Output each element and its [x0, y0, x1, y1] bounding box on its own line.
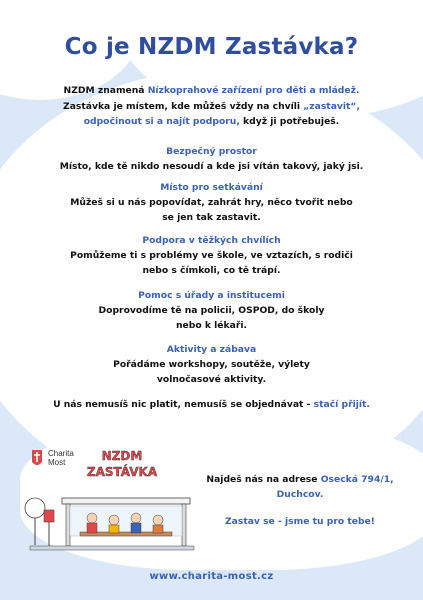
section-meeting-place: [30, 180, 393, 225]
section-institutions: [30, 288, 393, 333]
section-support: [30, 233, 393, 278]
page-title: Co je NZDM Zastávka?: [64, 34, 359, 60]
section-activities: [30, 342, 393, 387]
section-title: Místo pro setkávání: [160, 182, 263, 193]
address-text: Najdeš nás na adrese: [206, 474, 321, 485]
section-text: Pomůžeme ti s problémy ve škole, ve vztazích, s rodiči: [70, 250, 353, 261]
section-title: Bezpečný prostor: [166, 146, 257, 157]
address-city: Duchcov.: [276, 489, 324, 500]
charita-logo: [30, 448, 74, 468]
section-text: nebo k lékaři.: [175, 320, 248, 331]
closing-highlight: stačí přijít.: [313, 399, 370, 410]
bus-stop-sign-icon: [44, 510, 54, 522]
sign-line1: NZDM: [101, 449, 143, 463]
intro-highlight: Nízkoprahové zařízení pro děti a mládež.: [147, 85, 360, 96]
section-safe-space: [30, 144, 393, 174]
slogan: Zastav se - jsme tu pro tebe!: [224, 516, 375, 527]
intro-text: Zastávka je místem, kde můžeš vždy na chvíli: [63, 100, 304, 112]
section-text: Pořádáme workshopy, soutěže, výlety: [113, 359, 310, 370]
website-link[interactable]: www.charita-most.cz: [149, 571, 274, 582]
person-icon: [87, 513, 97, 523]
ground: [30, 546, 194, 550]
shelter-roof: [62, 498, 190, 504]
logo-line1: Charita: [48, 449, 74, 458]
section-text: se jen tak zastavit.: [162, 212, 261, 223]
section-text: volnočasové aktivity.: [156, 374, 267, 385]
logo-line2: Most: [48, 458, 66, 467]
intro-text: NZDM znamená: [63, 85, 148, 96]
intro-text: když ji potřebuješ.: [239, 116, 340, 127]
tree-icon: [25, 498, 45, 518]
address-block: [195, 472, 405, 502]
section-title: Pomoc s úřady a institucemi: [138, 290, 285, 301]
intro-paragraph: [30, 83, 393, 130]
intro-highlight: odpočinout si a najít podporu,: [83, 116, 240, 127]
closing-text: U nás nemusíš nic platit, nemusíš se objednávat -: [53, 399, 314, 410]
section-text: Místo, kde tě nikdo nesoudí a kde jsi vítán takový, jaký jsi.: [59, 161, 364, 172]
sign-line2: ZASTÁVKA: [86, 465, 158, 479]
person-icon: [131, 513, 141, 523]
intro-highlight: „zastavit“,: [303, 100, 360, 112]
closing-line: [20, 399, 403, 410]
person-icon: [153, 515, 163, 525]
section-text: nebo s čímkoli, co tě trápí.: [142, 265, 281, 276]
address-street: Osecká 794/1,: [320, 474, 394, 485]
section-text: Můžeš si u nás popovídat, zahrát hry, něco tvořit nebo: [70, 197, 353, 208]
section-title: Podpora v těžkých chvílích: [142, 235, 281, 246]
charita-cross-icon: [30, 448, 44, 468]
section-text: Doprovodíme tě na policii, OSPOD, do školy: [98, 305, 325, 316]
section-title: Aktivity a zábava: [166, 344, 257, 355]
person-icon: [109, 515, 119, 525]
